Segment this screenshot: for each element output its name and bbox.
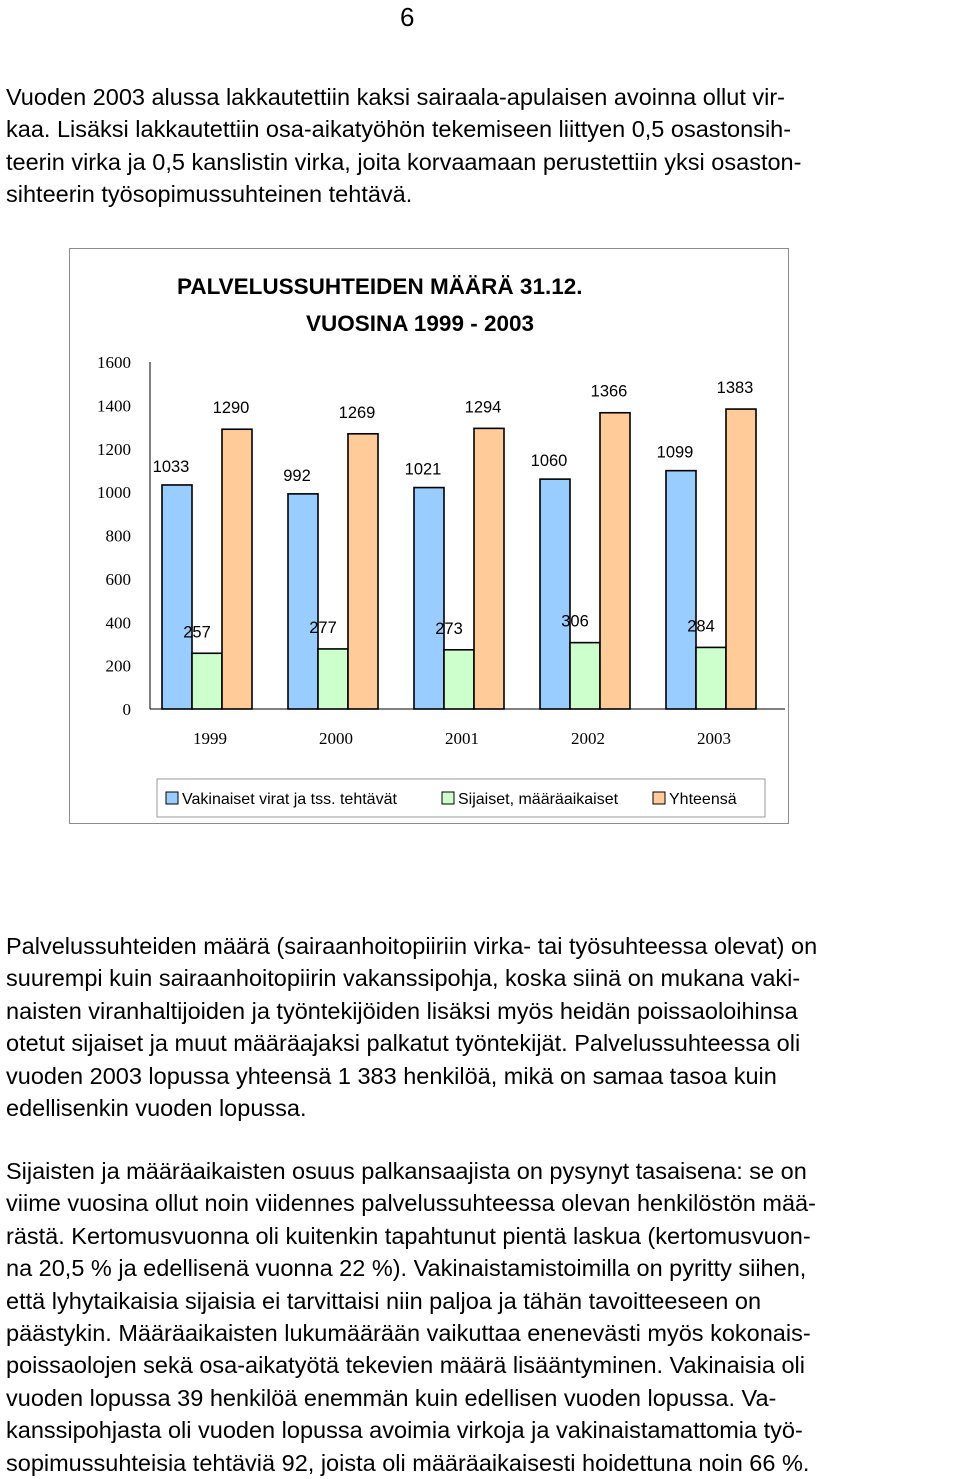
y-tick-label: 1200 — [97, 439, 131, 459]
y-tick-label: 1000 — [97, 483, 131, 503]
legend-swatch — [653, 792, 665, 804]
data-label: 1290 — [212, 399, 250, 418]
data-label: 257 — [183, 623, 211, 642]
paragraph-line: suurempi kuin sairaanhoitopiirin vakanssipohja, koska siinä on mukana vaki- — [6, 965, 801, 992]
paragraph-line: sopimussuhteisia tehtäviä 92, joista oli määräaikaisesti hoidettuna noin 66 %. — [6, 1449, 810, 1476]
data-label: 1021 — [404, 460, 442, 479]
data-label: 1269 — [338, 403, 376, 422]
bar — [726, 409, 756, 709]
data-label: 1099 — [656, 443, 694, 462]
x-tick-label: 1999 — [193, 729, 227, 748]
paragraph-line: vuoden lopussa 39 henkilöä enemmän kuin edellisen vuoden lopussa. Va- — [6, 1384, 777, 1411]
data-label: 1294 — [464, 398, 502, 417]
bar — [570, 643, 600, 709]
bar — [192, 653, 222, 709]
paragraph-line: sihteerin työsopimussuhteinen tehtävä. — [6, 181, 413, 208]
legend-label: Yhteensä — [669, 791, 737, 808]
data-label: 1383 — [716, 379, 754, 398]
y-tick-label: 800 — [105, 526, 131, 546]
page-number: 6 — [400, 2, 415, 32]
y-tick-label: 200 — [105, 656, 131, 676]
data-label: 1060 — [530, 452, 568, 471]
bar — [348, 434, 378, 709]
paragraph-line: Palvelussuhteiden määrä (sairaanhoitopiiriin virka- tai työsuhteessa olevat) on — [6, 933, 818, 959]
paragraph-line: rästä. Kertomusvuonna oli kuitenkin tapahtunut pientä laskua (kertomusvuon- — [6, 1222, 811, 1249]
bar — [288, 494, 318, 709]
data-label: 1033 — [152, 457, 190, 476]
paragraph-line: vuoden 2003 lopussa yhteensä 1 383 henkilöä, mikä on samaa tasoa kuin — [6, 1062, 777, 1089]
data-label: 284 — [687, 617, 715, 636]
paragraph-line: na 20,5 % ja edellisenä vuonna 22 %). Vakinaistamistoimilla on pyritty siihen, — [6, 1255, 807, 1282]
y-tick-label: 1400 — [97, 396, 131, 416]
x-tick-label: 2003 — [697, 729, 731, 748]
bar — [414, 488, 444, 709]
bar — [444, 650, 474, 709]
y-tick-label: 600 — [105, 569, 131, 589]
chart-frame — [69, 248, 789, 824]
legend-label: Sijaiset, määräaikaiset — [458, 791, 619, 808]
y-tick-label: 0 — [122, 700, 131, 719]
chart-legend — [157, 779, 765, 817]
x-tick-label: 2001 — [445, 729, 479, 748]
data-label: 992 — [283, 466, 311, 485]
data-label: 306 — [561, 612, 589, 631]
paragraph-line: että lyhytaikaisia sijaisia ei tarvittaisi niin paljoa ja tähän tavoitteeseen on — [6, 1287, 762, 1314]
chart-subtitle: VUOSINA 1999 - 2003 — [305, 311, 535, 336]
bar — [666, 471, 696, 709]
paragraph-line: kanssipohjasta oli vuoden lopussa avoimia virkoja ja vakinaistamattomia työ- — [6, 1417, 803, 1444]
paragraph-line: edellisenkin vuoden lopussa. — [6, 1095, 307, 1122]
paragraph-line: naisten viranhaltijoiden ja työntekijöiden lisäksi myös heidän poissaoloihinsa — [6, 997, 798, 1024]
bar — [318, 649, 348, 709]
bar — [600, 413, 630, 709]
intro-paragraph — [6, 81, 956, 211]
body-paragraph-3 — [6, 1155, 956, 1479]
bar — [540, 479, 570, 709]
paragraph-line: päästykin. Määräaikaisten lukumäärään vaikuttaa enenevästi myös kokonais- — [6, 1320, 811, 1347]
bar — [222, 429, 252, 709]
x-tick-label: 2000 — [319, 729, 353, 748]
bar — [162, 485, 192, 709]
paragraph-line: Vuoden 2003 alussa lakkautettiin kaksi sairaala-apulaisen avoinna ollut vir- — [6, 84, 786, 110]
y-tick-label: 400 — [105, 613, 131, 633]
y-tick-label: 1600 — [97, 353, 131, 372]
paragraph-line: Sijaisten ja määräaikaisten osuus palkansaajista on pysynyt tasaisena: se on — [6, 1158, 807, 1184]
legend-label: Vakinaiset virat ja tss. tehtävät — [182, 791, 397, 808]
paragraph-line: teerin virka ja 0,5 kanslistin virka, joita korvaamaan perustettiin yksi osaston- — [6, 148, 802, 175]
x-tick-label: 2002 — [571, 729, 605, 748]
paragraph-line: viime vuosina ollut noin viidennes palvelussuhteessa olevan henkilöstön mää- — [6, 1190, 816, 1217]
paragraph-line: kaa. Lisäksi lakkautettiin osa-aikatyöhön tekemiseen liittyen 0,5 osastonsih- — [6, 116, 792, 143]
body-paragraph-2 — [6, 930, 956, 1124]
paragraph-line: poissaolojen sekä osa-aikatyötä tekevien määrä lisääntyminen. Vakinaisia oli — [6, 1352, 805, 1379]
chart-title: PALVELUSSUHTEIDEN MÄÄRÄ 31.12. — [177, 274, 583, 299]
paragraph-line: otetut sijaiset ja muut määräajaksi palkatut työntekijät. Palvelussuhteessa oli — [6, 1030, 801, 1057]
data-label: 277 — [309, 618, 337, 637]
legend-swatch — [166, 792, 178, 804]
data-label: 273 — [435, 619, 463, 638]
data-label: 1366 — [590, 382, 628, 401]
bar-chart — [70, 249, 788, 823]
bar — [474, 428, 504, 709]
legend-swatch — [442, 792, 454, 804]
bar — [696, 647, 726, 709]
